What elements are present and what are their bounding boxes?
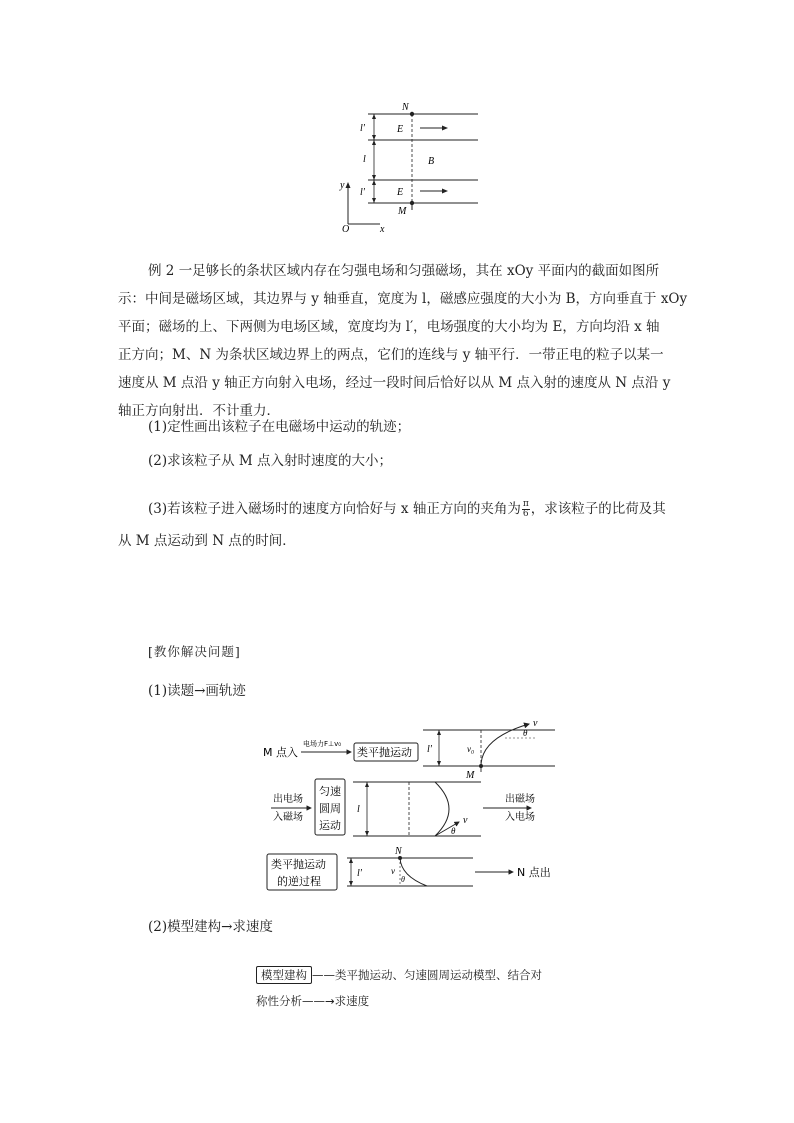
label-M: M — [398, 206, 407, 217]
model-text-2: 称性分析——→求速度 — [256, 994, 370, 1008]
flow-n-out: N 点出 — [517, 866, 551, 879]
flow-d-theta-top: θ — [523, 728, 528, 738]
model-text-1: ——类平抛运动、匀速圆周运动模型、结合对 — [312, 968, 542, 982]
example-line-4: 正方向；M、N 为条状区域边界上的两点，它们的连线与 y 轴平行．一带正电的粒子以某一 — [118, 347, 664, 363]
question-3-text-b: ，求该粒子的比荷及其 — [530, 501, 666, 517]
flow-d-M: M — [466, 770, 475, 781]
flow-box-3-1: 类平抛运动 — [271, 858, 326, 871]
model-construction — [256, 962, 542, 1014]
example-prefix: 例 2 — [148, 263, 175, 279]
question-1: (1)定性画出该粒子在电磁场中运动的轨迹； — [148, 419, 411, 435]
flow-d-theta-bot: θ — [401, 875, 405, 884]
label-lprime-bottom: l′ — [360, 187, 365, 198]
question-2: (2)求该粒子从 M 点入射时速度的大小； — [148, 453, 393, 469]
label-B: B — [428, 156, 435, 167]
flow-d-v0: v₀ — [467, 744, 475, 754]
label-O: O — [342, 224, 350, 235]
label-N: N — [402, 102, 409, 113]
flow-box-3-2: 的逆过程 — [277, 875, 321, 888]
teach-step-1: (1)读题→画轨迹 — [148, 683, 246, 699]
example-line-5: 速度从 M 点沿 y 轴正方向射入电场，经过一段时间后恰好以从 M 点入射的速度从 N 点沿 y — [118, 375, 671, 391]
flow-d-v-bot: v — [391, 866, 395, 876]
label-l: l — [363, 154, 366, 165]
flow-out-mag-2: 入电场 — [505, 812, 535, 823]
label-E-bottom: E — [397, 187, 404, 198]
example-line-2: 示：中间是磁场区域，其边界与 y 轴垂直，宽度为 l，磁感应强度的大小为 B，方向垂直于 xOy — [118, 291, 688, 307]
example-line-1: 一足够长的条状区域内存在匀强电场和匀强磁场，其在 xOy 平面内的截面如图所 — [178, 263, 660, 279]
pi-over-6-fraction: $\frac{\pi}{6}$ — [522, 499, 529, 519]
trajectory-flow-diagram — [255, 716, 595, 896]
label-y: y — [340, 180, 345, 191]
flow-d-lprime-top: l′ — [427, 744, 432, 755]
field-region-figure — [330, 98, 490, 238]
example-line-3: 平面；磁场的上、下两侧为电场区域，宽度均为 l′，电场强度的大小均为 E，方向均沿 x 轴 — [118, 319, 660, 335]
example-problem — [118, 257, 688, 425]
flow-force-label: 电场力F⊥v₀ — [303, 740, 342, 748]
flow-d-v-mid: v — [463, 815, 468, 826]
flow-box-1: 类平抛运动 — [357, 746, 412, 759]
flow-out-field-1: 出电场 — [273, 794, 303, 805]
flow-box-2-2: 圆周 — [319, 802, 341, 815]
teach-step-2: (2)模型建构→求速度 — [148, 919, 273, 935]
flow-out-field-2: 入磁场 — [273, 812, 303, 823]
flow-box-2-3: 运动 — [319, 819, 341, 832]
flow-d-theta-mid: θ — [451, 826, 456, 836]
flow-d-lprime-bot: l′ — [357, 868, 362, 879]
label-E-top: E — [397, 124, 404, 135]
flow-box-2-1: 匀速 — [319, 785, 341, 798]
flow-out-mag-1: 出磁场 — [505, 794, 535, 805]
example-line-6: 轴正方向射出．不计重力． — [118, 403, 280, 419]
question-3 — [118, 499, 666, 519]
flow-d-l: l — [357, 804, 360, 815]
teach-heading: [教你解决问题] — [148, 644, 241, 659]
label-lprime-top: l′ — [360, 123, 365, 134]
question-3-text-a: (3)若该粒子进入磁场时的速度方向恰好与 x 轴正方向的夹角为 — [148, 501, 521, 517]
label-x: x — [380, 224, 385, 235]
flow-d-v-top: v — [533, 718, 538, 729]
flow-m-in: M 点入 — [263, 746, 298, 759]
question-3-line-2: 从 M 点运动到 N 点的时间． — [118, 533, 296, 549]
model-box: 模型建构 — [256, 966, 312, 984]
flow-d-N: N — [395, 846, 402, 857]
